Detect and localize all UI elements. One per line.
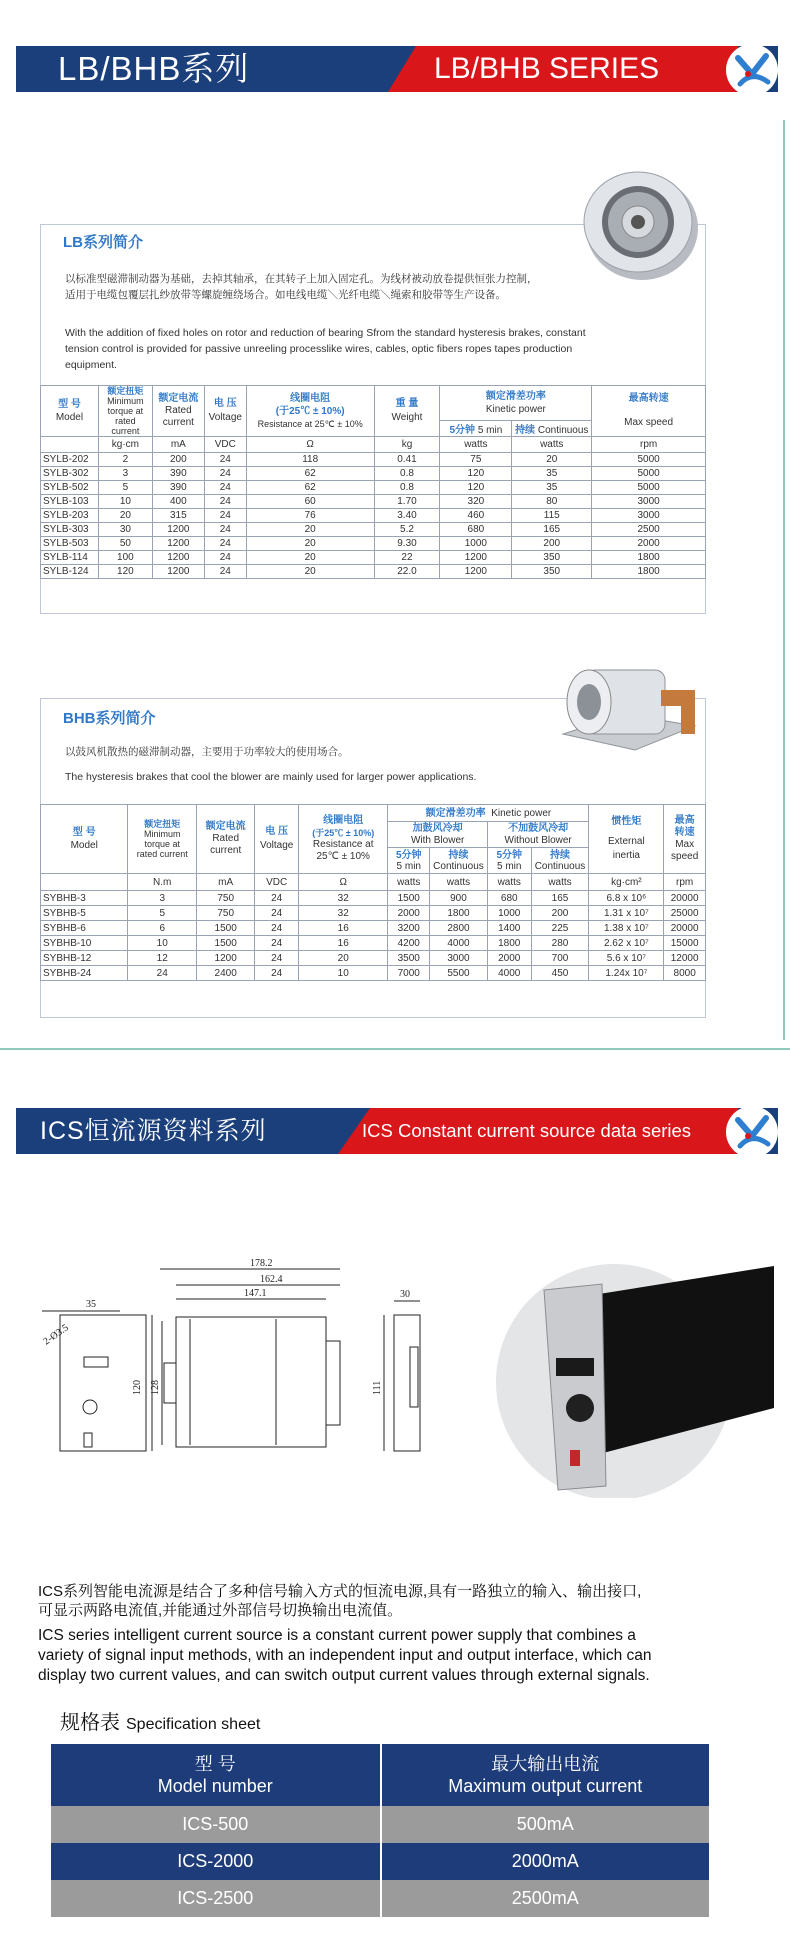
- bhb-h-speed-cn2: 转速: [674, 827, 695, 838]
- bhb-table-row: [41, 891, 706, 906]
- bhb-cell: 6.8 x 10⁶: [589, 891, 664, 906]
- lb-h-torque-en2: torque at: [107, 406, 144, 416]
- bhb-u-current: mA: [197, 874, 255, 891]
- bhb-cell: 1500: [197, 921, 255, 936]
- lb-cell: 10: [98, 495, 152, 509]
- lb-cell: 3000: [592, 509, 706, 523]
- bhb-cell: SYBHB-3: [41, 891, 128, 906]
- lb-h-speed-cn: 最高转速: [628, 393, 669, 404]
- bhb-h-resist-en1: Resistance at: [312, 839, 374, 850]
- lb-cell: 30: [98, 523, 152, 537]
- bhb-h-blower-cn: 加鼓风冷却: [412, 822, 463, 834]
- bhb-h-pc-en-b: Continuous: [534, 860, 586, 872]
- lb-h-torque-cn: 额定扭矩: [107, 386, 144, 396]
- lb-cell: 5000: [592, 481, 706, 495]
- lb-u-weight: kg: [374, 437, 440, 453]
- bhb-cell: 1.24x 10⁷: [589, 966, 664, 981]
- lb-cell: 120: [98, 565, 152, 579]
- lb-cell: 200: [512, 537, 592, 551]
- bhb-h-p5-en-a: 5 min: [396, 860, 421, 872]
- bhb-cell: 1800: [487, 936, 531, 951]
- lb-desc-cn-1: 以标准型磁滞制动器为基础，去掉其轴承，在其转子上加入固定孔。为线材被动放卷提供恒张力控制，: [65, 273, 538, 285]
- lb-cell: 35: [512, 467, 592, 481]
- bhb-h-p5-cn-a: 5分钟: [395, 849, 422, 861]
- bhb-h-voltage-cn: 电 压: [265, 826, 289, 837]
- lb-cell: 350: [512, 551, 592, 565]
- lb-h-voltage-en: Voltage: [208, 412, 242, 423]
- bhb-cell: 280: [531, 936, 589, 951]
- bhb-u-torque: N.m: [128, 874, 197, 891]
- bhb-cell: 750: [197, 906, 255, 921]
- bhb-h-model-en: Model: [70, 840, 98, 851]
- lb-cell: 62: [246, 481, 374, 495]
- bhb-cell: 2800: [430, 921, 488, 936]
- lb-u-speed: rpm: [592, 437, 706, 453]
- lb-cell: 1200: [440, 551, 512, 565]
- lb-cell: 5000: [592, 467, 706, 481]
- lb-cell: 5000: [592, 453, 706, 467]
- bhb-brake-product-image: [555, 654, 705, 766]
- lb-cell: SYLB-124: [41, 565, 99, 579]
- lb-cell: 1200: [152, 565, 204, 579]
- lb-cell: 1000: [440, 537, 512, 551]
- lb-cell: 390: [152, 481, 204, 495]
- bhb-cell: 6: [128, 921, 197, 936]
- lb-desc-en-1: With the addition of fixed holes on rotor and reduction of bearing Sfrom the standard hysteresis brakes, constant: [65, 327, 586, 339]
- lb-u-resist: Ω: [246, 437, 374, 453]
- lb-cell: 35: [512, 481, 592, 495]
- bhb-h-power-cn: 额定滑差功率: [425, 807, 486, 819]
- bhb-cell: 8000: [664, 966, 706, 981]
- ics-dimension-drawing: [40, 1255, 440, 1485]
- lb-h-current-cn: 额定电流: [158, 393, 199, 404]
- bhb-desc-cn: 以鼓风机散热的磁滞制动器，主要用于功率较大的使用场合。: [65, 746, 349, 758]
- lb-cell: SYLB-202: [41, 453, 99, 467]
- lb-cell: 2500: [592, 523, 706, 537]
- lb-cell: 120: [440, 467, 512, 481]
- lb-h-voltage-cn: 电 压: [213, 398, 237, 409]
- bhb-h-speed-en2: speed: [671, 851, 699, 862]
- lb-cell: 20: [246, 565, 374, 579]
- bhb-cell: SYBHB-12: [41, 951, 128, 966]
- lb-u-pc: watts: [512, 437, 592, 453]
- bhb-cell: 20000: [664, 891, 706, 906]
- bhb-h-blower-en: With Blower: [410, 834, 465, 846]
- bhb-h-current-en1: Rated: [212, 833, 240, 844]
- bhb-cell: 680: [487, 891, 531, 906]
- bhb-h-inertia-en1: External: [608, 836, 645, 847]
- lb-cell: 20: [246, 537, 374, 551]
- bhb-u-watts-1: watts: [388, 874, 430, 891]
- bhb-u-voltage: VDC: [255, 874, 299, 891]
- bhb-cell: 1.38 x 10⁷: [589, 921, 664, 936]
- lb-cell: 76: [246, 509, 374, 523]
- banner2-title-cn: ICS恒流源资料系列: [40, 1117, 267, 1145]
- ics-col1-cn: 型 号: [194, 1754, 236, 1774]
- bhb-cell: 5500: [430, 966, 488, 981]
- bhb-h-pc-en-a: Continuous: [433, 860, 484, 872]
- bhb-h-noblower-en: Without Blower: [504, 834, 572, 846]
- banner2-title-en: ICS Constant current source data series: [362, 1120, 692, 1141]
- bhb-h-inertia-cn: 惯性矩: [611, 816, 642, 827]
- bhb-table-row: [41, 936, 706, 951]
- lb-h-pc-en: Continuous: [537, 424, 589, 436]
- bhb-cell: 24: [255, 951, 299, 966]
- lb-cell: 1200: [152, 537, 204, 551]
- bhb-cell: 900: [430, 891, 488, 906]
- lb-h-pc-cn: 持续: [515, 424, 536, 436]
- lb-cell: 24: [204, 565, 246, 579]
- lb-cell: 2000: [592, 537, 706, 551]
- bhb-h-model-cn: 型 号: [72, 827, 96, 838]
- lb-table-row: [41, 509, 706, 523]
- spec-title-cn: 规格表: [60, 1712, 120, 1734]
- lb-table-row: [41, 565, 706, 579]
- ics-device-photo: [484, 1258, 774, 1498]
- lb-h-resist-cn2: (于25℃ ± 10%): [275, 405, 345, 417]
- bhb-cell: 3200: [388, 921, 430, 936]
- lb-cell: 2: [98, 453, 152, 467]
- lb-cell: 24: [204, 523, 246, 537]
- lb-cell: 315: [152, 509, 204, 523]
- lb-cell: SYLB-303: [41, 523, 99, 537]
- lb-h-torque-en1: Minimum: [107, 396, 144, 406]
- lb-cell: 320: [440, 495, 512, 509]
- section-banner-lb-bhb: [16, 46, 778, 92]
- bhb-cell: 24: [255, 891, 299, 906]
- bhb-u-speed: rpm: [664, 874, 706, 891]
- lb-desc-en-2: tension control is provided for passive unreeling processlike wires, cables, optic fibers ropes tapes production: [65, 343, 573, 355]
- bhb-table-row: [41, 906, 706, 921]
- bhb-cell: 1400: [487, 921, 531, 936]
- dim-111: 111: [372, 1380, 383, 1395]
- lb-u-p5: watts: [440, 437, 512, 453]
- lb-cell: 20: [246, 523, 374, 537]
- lb-cell: 5: [98, 481, 152, 495]
- lb-h-torque-en3: rated current: [111, 416, 140, 436]
- lb-cell: 1200: [152, 523, 204, 537]
- lb-h-resist-cn1: 线圈电阻: [290, 392, 331, 404]
- lb-cell: 62: [246, 467, 374, 481]
- bhb-cell: SYBHB-10: [41, 936, 128, 951]
- bhb-h-current-en2: current: [210, 845, 242, 856]
- lb-cell: 350: [512, 565, 592, 579]
- lb-cell: 115: [512, 509, 592, 523]
- lb-cell: SYLB-103: [41, 495, 99, 509]
- section-divider: [0, 1048, 790, 1050]
- bhb-table-row: [41, 966, 706, 981]
- ics-desc-cn-2: 可显示两路电流值,并能通过外部信号切换输出电流值。: [38, 1602, 403, 1619]
- lb-cell: 24: [204, 467, 246, 481]
- bhb-cell: 12: [128, 951, 197, 966]
- ics-col2-cn: 最大输出电流: [491, 1754, 600, 1774]
- decor-green-line: [783, 120, 785, 1040]
- bhb-title: BHB系列简介: [63, 710, 156, 727]
- lb-u-current: mA: [152, 437, 204, 453]
- lb-cell: SYLB-502: [41, 481, 99, 495]
- lb-cell: 120: [440, 481, 512, 495]
- ics-row2-current: 2000mA: [381, 1843, 711, 1880]
- lb-cell: 390: [152, 467, 204, 481]
- bhb-cell: 165: [531, 891, 589, 906]
- dim-178: 178.2: [250, 1258, 273, 1269]
- lb-cell: 1.70: [374, 495, 440, 509]
- bhb-cell: 32: [298, 906, 387, 921]
- lb-h-p5-cn: 5分钟: [449, 424, 476, 436]
- bhb-h-speed-en1: Max: [675, 839, 695, 850]
- bhb-cell: 700: [531, 951, 589, 966]
- lb-cell: 50: [98, 537, 152, 551]
- lb-cell: 80: [512, 495, 592, 509]
- lb-cell: 9.30: [374, 537, 440, 551]
- bhb-cell: 1.31 x 10⁷: [589, 906, 664, 921]
- lb-cell: 60: [246, 495, 374, 509]
- bhb-cell: SYBHB-6: [41, 921, 128, 936]
- lb-cell: SYLB-503: [41, 537, 99, 551]
- bhb-cell: 7000: [388, 966, 430, 981]
- lb-cell: 24: [204, 537, 246, 551]
- lb-u-model-blank: [41, 437, 99, 453]
- bhb-cell: 16: [298, 921, 387, 936]
- bhb-h-voltage-en: Voltage: [259, 840, 294, 851]
- ics-col1-en: Model number: [157, 1776, 273, 1796]
- ics-row2-model: ICS-2000: [51, 1843, 381, 1880]
- bhb-u-resist: Ω: [298, 874, 387, 891]
- lb-cell: 400: [152, 495, 204, 509]
- company-logo-icon-2: [726, 1106, 778, 1158]
- lb-h-model-cn: 型 号: [58, 399, 81, 410]
- bhb-cell: 20000: [664, 921, 706, 936]
- lb-cell: 0.8: [374, 481, 440, 495]
- dim-hole: 2-Ø3.5: [41, 1322, 71, 1348]
- lb-cell: 1800: [592, 551, 706, 565]
- lb-h-current-en2: current: [162, 417, 194, 428]
- lb-cell: 165: [512, 523, 592, 537]
- ics-desc-en-2: variety of signal input methods, with an independent input and output interface, which can: [38, 1647, 652, 1664]
- lb-u-voltage: VDC: [204, 437, 246, 453]
- bhb-cell: 1200: [197, 951, 255, 966]
- bhb-cell: 4000: [487, 966, 531, 981]
- bhb-cell: 2000: [388, 906, 430, 921]
- bhb-cell: 10: [298, 966, 387, 981]
- lb-cell: 20: [246, 551, 374, 565]
- bhb-h-pc-cn-a: 持续: [448, 849, 469, 861]
- lb-cell: SYLB-302: [41, 467, 99, 481]
- lb-cell: 24: [204, 481, 246, 495]
- lb-cell: 3: [98, 467, 152, 481]
- lb-cell: 460: [440, 509, 512, 523]
- lb-cell: 24: [204, 495, 246, 509]
- lb-cell: 100: [98, 551, 152, 565]
- bhb-u-inertia: kg·cm²: [589, 874, 664, 891]
- bhb-cell: 32: [298, 891, 387, 906]
- bhb-table-row: [41, 921, 706, 936]
- ics-desc-cn-1: ICS系列智能电流源是结合了多种信号输入方式的恒流电源,具有一路独立的输入、输出接口,: [38, 1583, 642, 1600]
- lb-cell: 0.41: [374, 453, 440, 467]
- bhb-cell: 200: [531, 906, 589, 921]
- bhb-u-watts-4: watts: [531, 874, 589, 891]
- bhb-table-row: [41, 951, 706, 966]
- bhb-cell: 24: [255, 936, 299, 951]
- ics-col-current: [381, 1744, 711, 1806]
- lb-cell: 5.2: [374, 523, 440, 537]
- lb-h-power-cn: 额定滑差功率: [485, 390, 546, 402]
- lb-desc-en-3: equipment.: [65, 359, 117, 371]
- bhb-cell: 750: [197, 891, 255, 906]
- bhb-h-pc-cn-b: 持续: [549, 849, 570, 861]
- bhb-cell: 1500: [388, 891, 430, 906]
- lb-cell: 1200: [440, 565, 512, 579]
- bhb-h-current-cn: 额定电流: [205, 821, 246, 832]
- bhb-h-inertia-en2: inertia: [612, 850, 640, 861]
- ics-row1-current: 500mA: [381, 1806, 711, 1843]
- dim-30: 30: [400, 1289, 410, 1300]
- ics-desc-en-3: display two current values, and can switch output current values through external signals.: [38, 1667, 650, 1684]
- lb-cell: 24: [204, 551, 246, 565]
- bhb-h-torque-en2: torque at: [144, 839, 180, 849]
- lb-cell: 3.40: [374, 509, 440, 523]
- lb-table-row: [41, 551, 706, 565]
- spec-title-en: Specification sheet: [126, 1716, 261, 1733]
- bhb-h-p5-cn-b: 5分钟: [496, 849, 523, 861]
- dim-162: 162.4: [260, 1274, 283, 1285]
- bhb-cell: 10: [128, 936, 197, 951]
- lb-cell: 20: [512, 453, 592, 467]
- bhb-h-torque-cn: 额定扭矩: [144, 819, 181, 829]
- bhb-cell: 2.62 x 10⁷: [589, 936, 664, 951]
- bhb-h-noblower-cn: 不加鼓风冷却: [508, 822, 569, 834]
- dim-128: 128: [150, 1380, 161, 1395]
- bhb-cell: 5: [128, 906, 197, 921]
- lb-cell: 3000: [592, 495, 706, 509]
- lb-cell: SYLB-114: [41, 551, 99, 565]
- ics-desc-en-1: ICS series intelligent current source is a constant current power supply that combines a: [38, 1627, 636, 1644]
- ics-col2-en: Maximum output current: [448, 1776, 643, 1796]
- lb-h-weight-cn: 重 量: [395, 398, 419, 409]
- lb-h-weight-en: Weight: [391, 412, 423, 423]
- bhb-cell: 225: [531, 921, 589, 936]
- bhb-cell: 1800: [430, 906, 488, 921]
- bhb-u-watts-2: watts: [430, 874, 488, 891]
- bhb-cell: 3500: [388, 951, 430, 966]
- dim-147: 147.1: [244, 1288, 267, 1299]
- bhb-u-watts-3: watts: [487, 874, 531, 891]
- bhb-cell: 24: [255, 966, 299, 981]
- bhb-cell: 2000: [487, 951, 531, 966]
- lb-desc-cn-2: 适用于电缆包覆层扎纱放带等螺旋缠绕场合。如电线电缆＼光纤电缆＼绳索和胶带等生产设备。: [65, 289, 506, 301]
- lb-cell: 680: [440, 523, 512, 537]
- bhb-cell: 25000: [664, 906, 706, 921]
- lb-brake-product-image: [578, 166, 700, 284]
- lb-spec-table: [40, 385, 706, 579]
- lb-cell: 0.8: [374, 467, 440, 481]
- banner-title-en: LB/BHB SERIES: [434, 52, 660, 85]
- bhb-cell: SYBHB-5: [41, 906, 128, 921]
- ics-col-model: [51, 1744, 381, 1806]
- lb-cell: 22: [374, 551, 440, 565]
- lb-cell: 75: [440, 453, 512, 467]
- spec-sheet-title: [60, 1706, 260, 1735]
- lb-cell: 118: [246, 453, 374, 467]
- lb-table-row: [41, 453, 706, 467]
- dim-120: 120: [132, 1380, 143, 1395]
- lb-h-p5-en: 5 min: [477, 424, 503, 436]
- bhb-cell: 5.6 x 10⁷: [589, 951, 664, 966]
- lb-table-row: [41, 495, 706, 509]
- lb-table-row: [41, 467, 706, 481]
- bhb-cell: 15000: [664, 936, 706, 951]
- lb-h-speed-en: Max speed: [624, 417, 674, 428]
- bhb-h-torque-en3: rated current: [136, 849, 188, 859]
- ics-desc-cn: [38, 1582, 758, 1620]
- banner-title-cn: LB/BHB系列: [58, 50, 250, 87]
- lb-cell: 200: [152, 453, 204, 467]
- bhb-cell: 24: [255, 921, 299, 936]
- lb-table-row: [41, 481, 706, 495]
- bhb-h-torque-en1: Minimum: [143, 829, 181, 839]
- lb-cell: 20: [98, 509, 152, 523]
- lb-cell: SYLB-203: [41, 509, 99, 523]
- company-logo-icon: [726, 44, 778, 96]
- bhb-cell: 16: [298, 936, 387, 951]
- section-banner-ics: [16, 1108, 778, 1154]
- bhb-cell: 24: [255, 906, 299, 921]
- lb-h-current-en1: Rated: [165, 405, 192, 416]
- lb-cell: 1800: [592, 565, 706, 579]
- bhb-cell: 1000: [487, 906, 531, 921]
- ics-row1-model: ICS-500: [51, 1806, 381, 1843]
- bhb-h-resist-cn2: (于25℃ ± 10%): [312, 828, 375, 838]
- ics-row3-model: ICS-2500: [51, 1880, 381, 1917]
- lb-h-resist-en: Resistance at 25℃ ± 10%: [257, 418, 363, 429]
- bhb-cell: 1500: [197, 936, 255, 951]
- lb-table-row: [41, 537, 706, 551]
- bhb-desc-en: The hysteresis brakes that cool the blower are mainly used for larger power applications.: [65, 771, 477, 783]
- lb-u-torque: kg·cm: [98, 437, 152, 453]
- bhb-cell: 24: [128, 966, 197, 981]
- ics-row3-current: 2500mA: [381, 1880, 711, 1917]
- bhb-h-resist-en2: 25℃ ± 10%: [316, 851, 370, 862]
- dim-35: 35: [86, 1299, 96, 1310]
- lb-cell: 24: [204, 509, 246, 523]
- bhb-cell: 2400: [197, 966, 255, 981]
- bhb-spec-table: [40, 804, 706, 981]
- lb-h-power-en: Kinetic power: [485, 403, 546, 415]
- bhb-h-speed-cn1: 最高: [674, 815, 695, 826]
- bhb-cell: 3000: [430, 951, 488, 966]
- bhb-h-p5-en-b: 5 min: [497, 860, 522, 872]
- bhb-h-power-en: Kinetic power: [491, 807, 552, 819]
- bhb-cell: 4200: [388, 936, 430, 951]
- bhb-cell: 12000: [664, 951, 706, 966]
- bhb-u-model-blank: [41, 874, 128, 891]
- lb-cell: 24: [204, 453, 246, 467]
- lb-table-row: [41, 523, 706, 537]
- bhb-cell: 3: [128, 891, 197, 906]
- ics-desc-en: [38, 1626, 758, 1686]
- bhb-cell: SYBHB-24: [41, 966, 128, 981]
- lb-h-model-en: Model: [55, 412, 84, 423]
- bhb-cell: 4000: [430, 936, 488, 951]
- bhb-cell: 20: [298, 951, 387, 966]
- ics-spec-table: [51, 1744, 711, 1917]
- lb-title: LB系列简介: [63, 234, 143, 251]
- bhb-cell: 450: [531, 966, 589, 981]
- bhb-h-resist-cn1: 线圈电阻: [323, 815, 364, 826]
- lb-cell: 22.0: [374, 565, 440, 579]
- lb-cell: 1200: [152, 551, 204, 565]
